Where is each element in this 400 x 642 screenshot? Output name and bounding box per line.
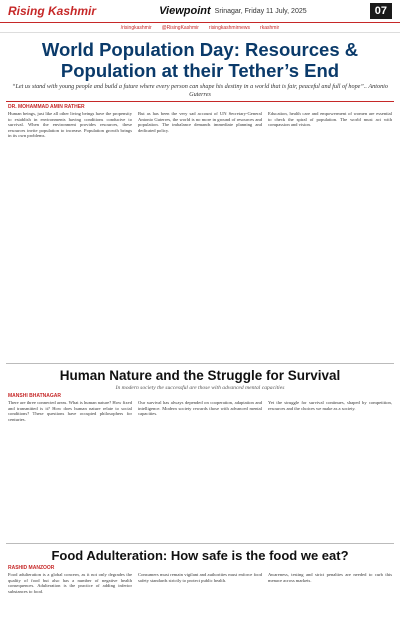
article-paragraph: Our survival has always depended on cooperation, adaptation and intelligence. Modern society rewards those with advanced mental capacities. <box>138 400 262 417</box>
article-column <box>268 111 392 360</box>
article-column <box>8 572 132 642</box>
article-human-nature <box>0 368 400 540</box>
article-subhead: In modern society the successful are those with advanced mental capacities <box>115 385 285 391</box>
issue-date: Srinagar, Friday 11 July, 2025 <box>214 7 307 15</box>
article-column <box>8 400 132 540</box>
article-byline: MANSHI BHATNAGAR <box>8 393 61 399</box>
social-handle: risingkashmirnews <box>208 24 251 31</box>
article-byline: RASHID MANZOOR <box>8 565 55 571</box>
divider <box>6 543 394 544</box>
article-column <box>138 572 262 642</box>
article-paragraph: But as has been the very sad account of UN Secretary-General Antonio Guterres, the world is no more in ground of resources and population. The imbalance demands immediate planning and dedicated policy. <box>138 111 262 133</box>
article-columns <box>0 111 400 360</box>
article-paragraph: Human beings, just like all other living beings have the propensity to establish in environments having conditions conducive to survival. When the environment provides resources, these resources invite population to increase. Population growth brings in its own problems. <box>8 111 132 139</box>
article-paragraph: Awareness, testing and strict penalties are needed to curb this menace across markets. <box>268 572 392 583</box>
section-header <box>159 5 307 17</box>
article-byline: DR. MOHAMMAD AMIN RATHER <box>8 104 85 110</box>
article-columns <box>0 400 400 540</box>
brand-logo: Rising Kashmir <box>8 4 97 18</box>
article-paragraph: Food adulteration is a global concern, as it not only degrades the quality of food but also has a number of negative health consequences. Adulteration is the practice of adding inferior substances to food. <box>8 572 132 594</box>
article-column <box>8 111 132 360</box>
article-column <box>268 572 392 642</box>
social-handle: /risingkashmir <box>120 24 152 31</box>
section-name: Viewpoint <box>159 5 211 17</box>
article-paragraph: Yet the struggle for survival continues, shaped by competition, resources and the choices we make as a society. <box>268 400 392 411</box>
divider <box>6 363 394 364</box>
article-quote: “Let us stand with young people and build a future where every person can shape his destiny in a world that is fair, peaceful and full of hope”.. Antonio Guterres <box>12 83 388 98</box>
social-handle: @RisingKashmir <box>161 24 199 31</box>
page-number: 07 <box>370 3 392 19</box>
article-column <box>138 111 262 360</box>
article-headline: World Population Day: Resources & Population at their Tether’s End <box>41 39 359 81</box>
article-headline: Human Nature and the Struggle for Survival <box>59 368 341 383</box>
article-paragraph: Education, health care and empowerment of women are essential to check the spiral of population. The world must act with compassion and vision. <box>268 111 392 128</box>
article-paragraph: Consumers must remain vigilant and authorities must enforce food safety standards strictly to protect public health. <box>138 572 262 583</box>
article-columns <box>0 572 400 642</box>
article-paragraph: There are three connected areas. What is human nature? How fixed and transmitted is it? How does human nature relate to social conditions? These questions have occupied philosophers for centuries. <box>8 400 132 422</box>
social-handle: rkashmir <box>260 24 280 31</box>
divider <box>6 101 394 102</box>
social-bar <box>0 23 400 33</box>
article-column <box>268 400 392 540</box>
article-population <box>0 33 400 360</box>
article-headline: Food Adulteration: How safe is the food we eat? <box>51 548 349 563</box>
article-food-adulteration <box>0 548 400 642</box>
masthead <box>0 0 400 23</box>
article-column <box>138 400 262 540</box>
